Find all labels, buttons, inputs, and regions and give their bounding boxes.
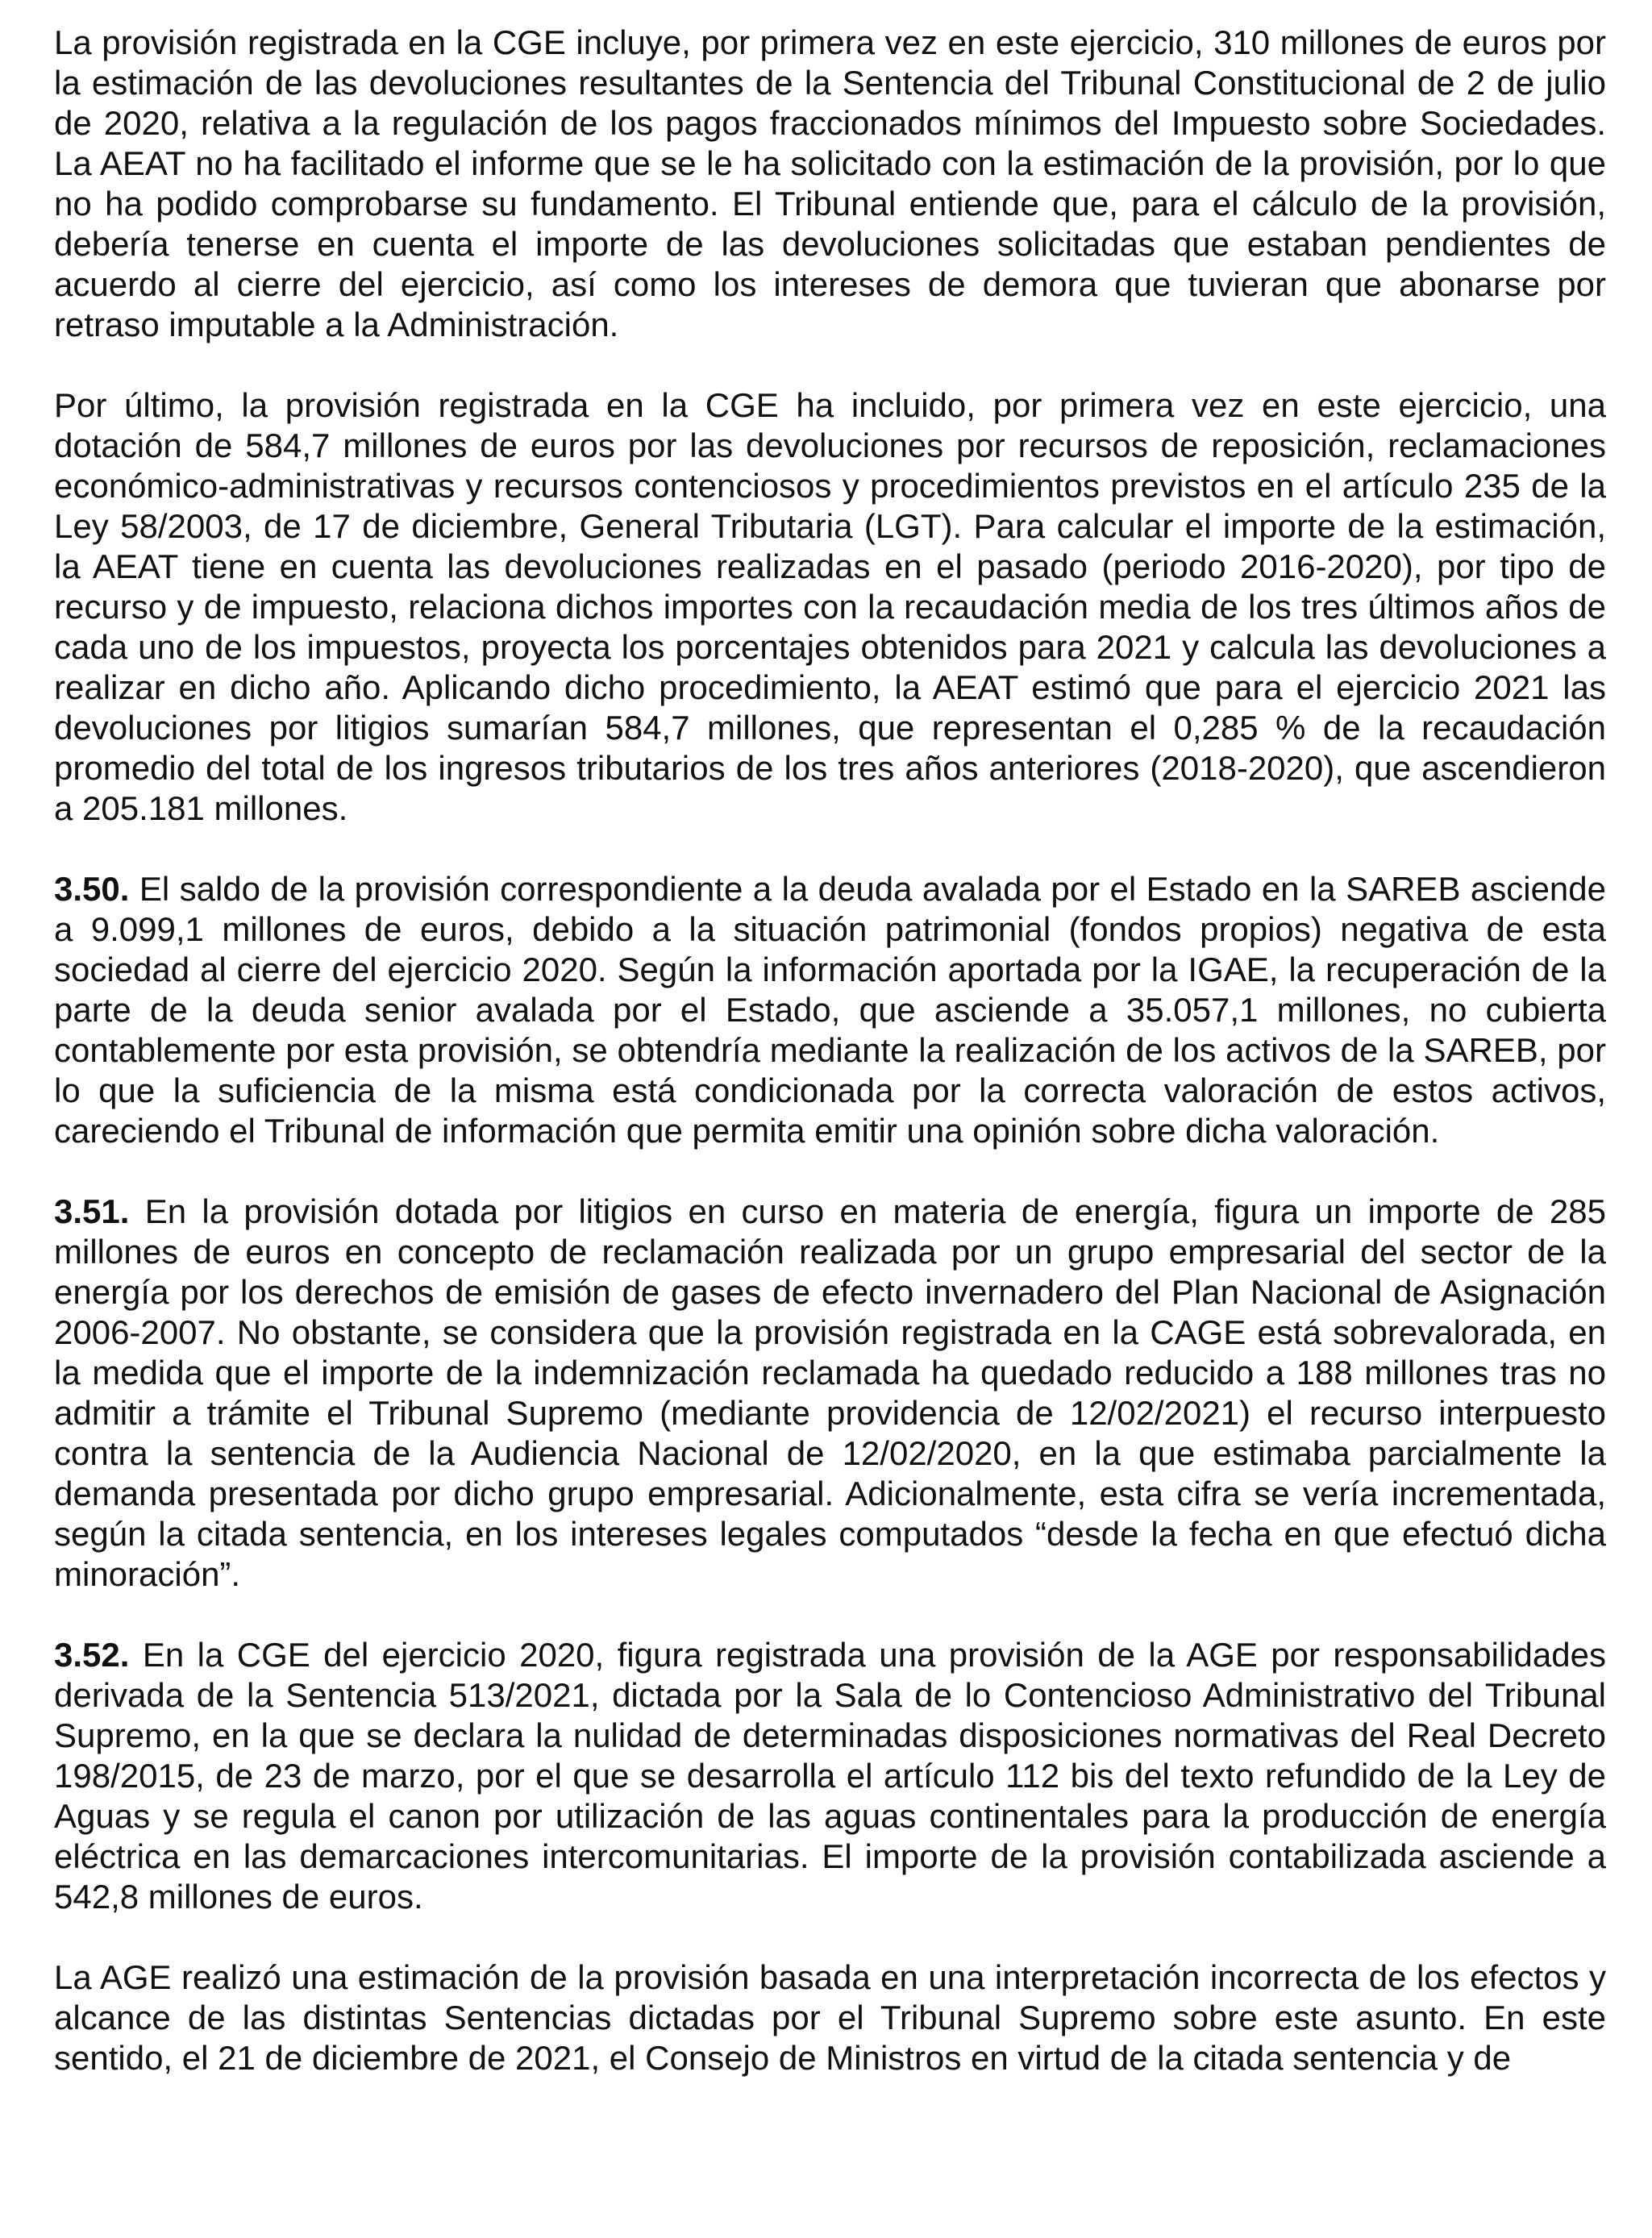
paragraph-text: La AGE realizó una estimación de la provisión basada en una interpretación incorrecta de los efectos y alcance de las distintas Sentencias dictadas por el Tribunal Supremo sobre este asunto. En este sentido, el 21 de diciembre de 2021, el Consejo de Ministros en virtud de la citada sentencia y de	[54, 1958, 1606, 2077]
paragraph-3-50-sareb	[54, 869, 1606, 1151]
paragraph-cge-sentencia-tc	[54, 23, 1606, 345]
paragraph-age-estimacion	[54, 1957, 1606, 2078]
paragraph-text: Por último, la provisión registrada en la CGE ha incluido, por primera vez en este ejercicio, una dotación de 584,7 millones de euros por las devoluciones por recursos de reposición, reclamaciones económico-administrativas y recursos contenciosos y procedimientos previstos en el artículo 235 de la Ley 58/2003, de 17 de diciembre, General Tributaria (LGT). Para calcular el importe de la estimación, la AEAT tiene en cuenta las devoluciones realizadas en el pasado (periodo 2016-2020), por tipo de recurso y de impuesto, relaciona dichos importes con la recaudación media de los tres últimos años de cada uno de los impuestos, proyecta los porcentajes obtenidos para 2021 y calcula las devoluciones a realizar en dicho año. Aplicando dicho procedimiento, la AEAT estimó que para el ejercicio 2021 las devoluciones por litigios sumarían 584,7 millones, que representan el 0,285 % de la recaudación promedio del total de los ingresos tributarios de los tres años anteriores (2018-2020), que ascendieron a 205.181 millones.	[54, 386, 1606, 827]
paragraph-text: La provisión registrada en la CGE incluye, por primera vez en este ejercicio, 310 millones de euros por la estimación de las devoluciones resultantes de la Sentencia del Tribunal Constitucional de 2 de julio de 2020, relativa a la regulación de los pagos fraccionados mínimos del Impuesto sobre Sociedades. La AEAT no ha facilitado el informe que se le ha solicitado con la estimación de la provisión, por lo que no ha podido comprobarse su fundamento. El Tribunal entiende que, para el cálculo de la provisión, debería tenerse en cuenta el importe de las devoluciones solicitadas que estaban pendientes de acuerdo al cierre del ejercicio, así como los intereses de demora que tuvieran que abonarse por retraso imputable a la Administración.	[54, 23, 1606, 343]
document-page	[54, 23, 1606, 2119]
paragraph-number: 3.50.	[54, 870, 130, 908]
paragraph-3-52-canon-aguas	[54, 1635, 1606, 1917]
paragraph-3-51-energia	[54, 1192, 1606, 1595]
paragraph-text: El saldo de la provisión correspondiente a la deuda avalada por el Estado en la SAREB asciende a 9.099,1 millones de euros, debido a la situación patrimonial (fondos propios) negativa de esta sociedad al cierre del ejercicio 2020. Según la información aportada por la IGAE, la recuperación de la parte de la deuda senior avalada por el Estado, que asciende a 35.057,1 millones, no cubierta contablemente por esta provisión, se obtendría mediante la realización de los activos de la SAREB, por lo que la suficiencia de la misma está condicionada por la correcta valoración de estos activos, careciendo el Tribunal de información que permita emitir una opinión sobre dicha valoración.	[54, 870, 1606, 1150]
paragraph-text: En la CGE del ejercicio 2020, figura registrada una provisión de la AGE por responsabilidades derivada de la Sentencia 513/2021, dictada por la Sala de lo Contencioso Administrativo del Tribunal Supremo, en la que se declara la nulidad de determinadas disposiciones normativas del Real Decreto 198/2015, de 23 de marzo, por el que se desarrolla el artículo 112 bis del texto refundido de la Ley de Aguas y se regula el canon por utilización de las aguas continentales para la producción de energía eléctrica en las demarcaciones intercomunitarias. El importe de la provisión contabilizada asciende a 542,8 millones de euros.	[54, 1636, 1606, 1916]
paragraph-number: 3.51.	[54, 1192, 130, 1230]
paragraph-number: 3.52.	[54, 1636, 130, 1674]
paragraph-devoluciones-litigios	[54, 385, 1606, 829]
paragraph-text: En la provisión dotada por litigios en curso en materia de energía, figura un importe de 285 millones de euros en concepto de reclamación realizada por un grupo empresarial del sector de la energía por los derechos de emisión de gases de efecto invernadero del Plan Nacional de Asignación 2006-2007. No obstante, se considera que la provisión registrada en la CAGE está sobrevalorada, en la medida que el importe de la indemnización reclamada ha quedado reducido a 188 millones tras no admitir a trámite el Tribunal Supremo (mediante providencia de 12/02/2021) el recurso interpuesto contra la sentencia de la Audiencia Nacional de 12/02/2020, en la que estimaba parcialmente la demanda presentada por dicho grupo empresarial. Adicionalmente, esta cifra se vería incrementada, según la citada sentencia, en los intereses legales computados “desde la fecha en que efectuó dicha minoración”.	[54, 1192, 1607, 1593]
